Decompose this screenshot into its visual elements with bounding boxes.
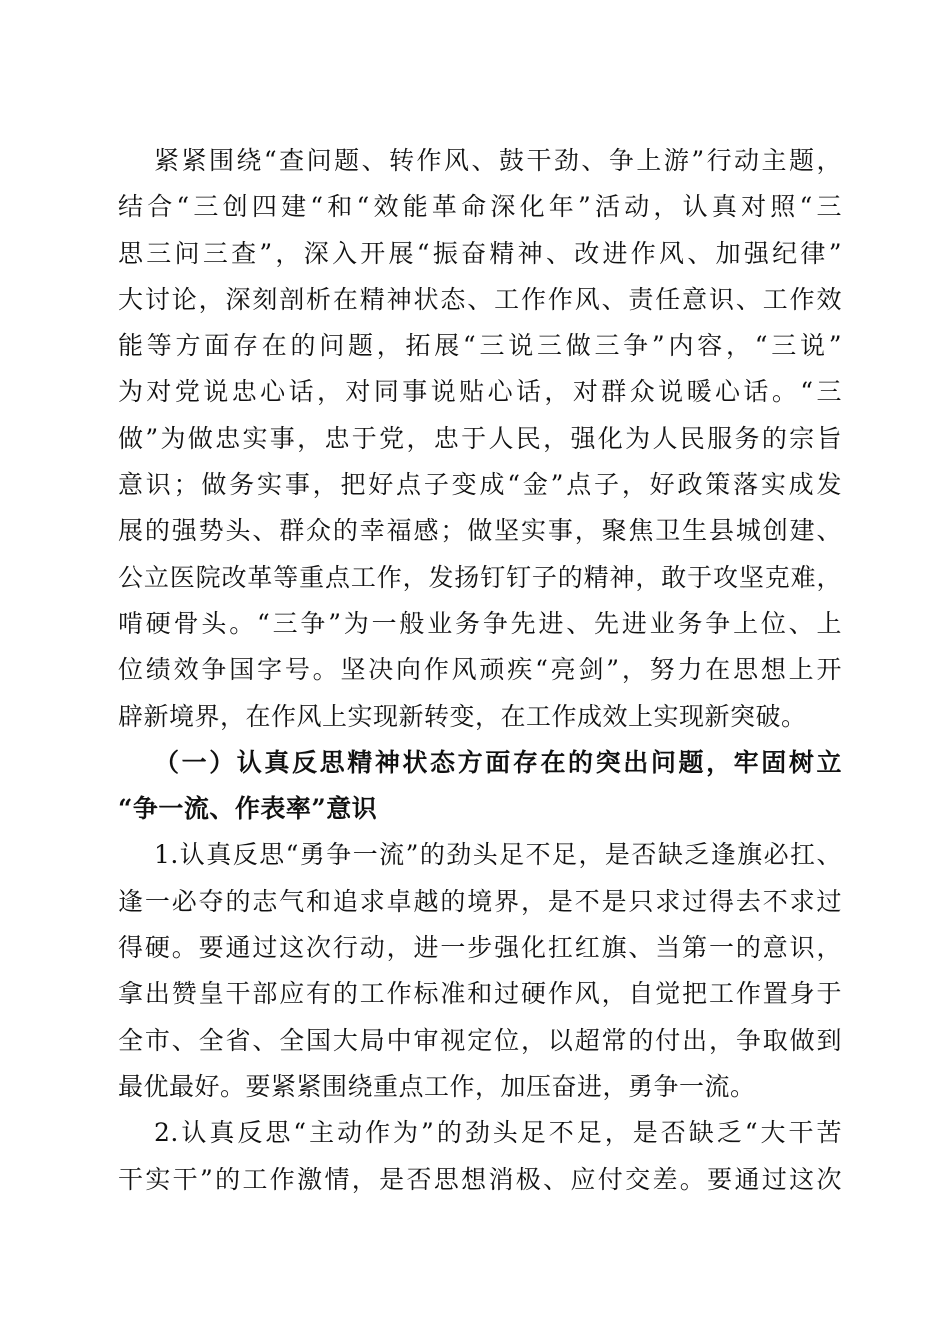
- text-line: 结合“三创四建“和“效能革命深化年”活动，认真对照“三: [118, 192, 842, 222]
- text-line: 公立医院改革等重点工作，发扬钉钉子的精神，敢于攻坚克难，: [118, 562, 842, 592]
- text-line: 思三问三查”，深入开展“振奋精神、改进作风、加强纪律”: [118, 238, 842, 268]
- text-line: 啃硬骨头。“三争”为一般业务争先进、先进业务争上位、上: [118, 608, 842, 638]
- text-line: 逢一必夺的志气和追求卓越的境界，是不是只求过得去不求过: [118, 886, 842, 916]
- text-line: 意识；做务实事，把好点子变成“金”点子，好政策落实成发: [118, 470, 842, 500]
- text-line: 最优最好。要紧紧围绕重点工作，加压奋进，勇争一流。: [118, 1071, 756, 1101]
- text-line: 位绩效争国字号。坚决向作风顽疾“亮剑”，努力在思想上开: [118, 655, 842, 685]
- text-line: 做”为做忠实事，忠于党，忠于人民，强化为人民服务的宗旨: [118, 423, 842, 453]
- text-line: 辟新境界，在作风上实现新转变，在工作成效上实现新突破。: [118, 701, 807, 731]
- document-body: [118, 138, 842, 1203]
- text-line: 大讨论，深刻剖析在精神状态、工作作风、责任意识、工作效: [118, 284, 842, 314]
- text-line: 能等方面存在的问题，拓展“三说三做三争”内容，“三说”: [118, 331, 842, 361]
- text-line: 全市、全省、全国大局中审视定位，以超常的付出，争取做到: [118, 1025, 842, 1055]
- text-line: 干实干”的工作激情，是否思想消极、应付交差。要通过这次: [118, 1164, 842, 1194]
- text-line: 得硬。要通过这次行动，进一步强化扛红旗、当第一的意识，: [118, 933, 842, 963]
- text-line: 紧紧围绕“查问题、转作风、鼓干劲、争上游”行动主题，: [154, 146, 842, 175]
- text-line: （一）认真反思精神状态方面存在的突出问题，牢固树立: [154, 747, 842, 777]
- text-line: 拿出赞皇干部应有的工作标准和过硬作风，自觉把工作置身于: [118, 979, 842, 1009]
- text-line: 1.认真反思“勇争一流”的劲头足不足，是否缺乏逢旗必扛、: [154, 840, 842, 870]
- text-line: 展的强势头、群众的幸福感；做坚实事，聚焦卫生县城创建、: [118, 516, 842, 546]
- text-line: “争一流、作表率”意识: [118, 794, 378, 824]
- text-line: 2.认真反思“主动作为”的劲头足不足，是否缺乏“大干苦: [154, 1118, 842, 1148]
- text-line: 为对党说忠心话，对同事说贴心话，对群众说暖心话。“三: [118, 377, 842, 407]
